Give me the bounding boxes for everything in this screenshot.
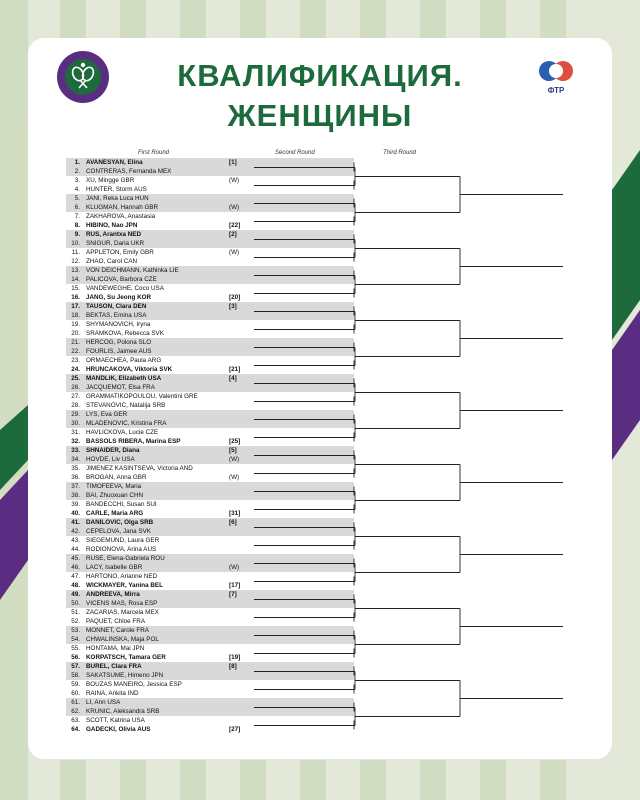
player-name: BOUZAS MANEIRO, Jessica ESP bbox=[86, 681, 182, 688]
player-name: JIMENEZ KASINTSEVA, Victoria AND bbox=[86, 465, 193, 472]
player-name: HUNTER, Storm AUS bbox=[86, 186, 147, 193]
first-round-header: First Round bbox=[138, 150, 170, 156]
player-name: SHNAIDER, Diana bbox=[86, 447, 140, 454]
player-number: 41. bbox=[71, 519, 80, 526]
player-name: TAUSON, Clara DEN bbox=[86, 303, 147, 310]
player-number: 12. bbox=[71, 258, 80, 265]
player-name: HARTONO, Arianne NED bbox=[86, 573, 158, 580]
player-name: MLADENOVIC, Kristina FRA bbox=[86, 420, 167, 427]
player-name: KORPATSCH, Tamara GER bbox=[86, 654, 166, 661]
player-number: 23. bbox=[71, 357, 80, 364]
player-number: 18. bbox=[71, 312, 80, 319]
player-name: ZHAO, Carol CAN bbox=[86, 258, 138, 265]
player-number: 22. bbox=[71, 348, 80, 355]
player-name: HERCOG, Polona SLO bbox=[86, 339, 152, 346]
player-name: BUREL, Clara FRA bbox=[86, 663, 142, 670]
player-name: VANDEWEGHE, Coco USA bbox=[86, 285, 164, 292]
player-seed: [22] bbox=[229, 222, 241, 229]
player-number: 34. bbox=[71, 456, 80, 463]
player-name: CONTRERAS, Fernanda MEX bbox=[86, 168, 172, 175]
player-number: 42. bbox=[71, 528, 80, 535]
player-seed: (W) bbox=[229, 177, 240, 184]
player-seed: [20] bbox=[229, 294, 241, 301]
player-name: BANDECCHI, Susan SUI bbox=[86, 501, 157, 508]
player-name: LI, Ann USA bbox=[86, 699, 121, 706]
player-number: 53. bbox=[71, 627, 80, 634]
player-name: LYS, Eva GER bbox=[86, 411, 128, 418]
player-name: ANDREEVA, Mirra bbox=[86, 591, 140, 598]
player-number: 52. bbox=[71, 618, 80, 625]
third-round-header: Third Round bbox=[383, 150, 417, 156]
player-seed: (W) bbox=[229, 456, 240, 463]
player-seed: [8] bbox=[229, 663, 237, 670]
player-number: 13. bbox=[71, 267, 80, 274]
player-seed: [17] bbox=[229, 582, 241, 589]
player-name: AVANESYAN, Elina bbox=[86, 159, 143, 166]
player-name: ORMAECHEA, Paula ARG bbox=[86, 357, 162, 364]
player-number: 58. bbox=[71, 672, 80, 679]
player-number: 27. bbox=[71, 393, 80, 400]
player-name: BROGAN, Anna GBR bbox=[86, 474, 147, 481]
player-number: 7. bbox=[74, 213, 80, 220]
player-name: FOURLIS, Jaimee AUS bbox=[86, 348, 152, 355]
player-name: TIMOFEEVA, Maria bbox=[86, 483, 142, 490]
player-name: BAI, Zhuoxuan CHN bbox=[86, 492, 144, 499]
player-name: HAVLICKOVA, Lucie CZE bbox=[86, 429, 159, 436]
player-number: 25. bbox=[71, 375, 80, 382]
player-seed: [27] bbox=[229, 726, 241, 733]
player-number: 48. bbox=[71, 582, 80, 589]
player-seed: (W) bbox=[229, 249, 240, 256]
player-number: 4. bbox=[74, 186, 80, 193]
player-name: CARLE, Maria ARG bbox=[86, 510, 144, 517]
player-name: GRAMMATIKOPOULOU, Valentini GRE bbox=[86, 393, 198, 400]
player-seed: [25] bbox=[229, 438, 241, 445]
player-name: MONNET, Carole FRA bbox=[86, 627, 149, 634]
page-title-line2: ЖЕНЩИНЫ bbox=[227, 98, 413, 133]
player-name: DANILOVIC, Olga SRB bbox=[86, 519, 154, 526]
player-number: 6. bbox=[74, 204, 80, 211]
player-number: 46. bbox=[71, 564, 80, 571]
player-number: 63. bbox=[71, 717, 80, 724]
player-seed: (W) bbox=[229, 474, 240, 481]
player-name: VON DEICHMANN, Kathinka LIE bbox=[86, 267, 179, 274]
player-number: 54. bbox=[71, 636, 80, 643]
draw-bracket bbox=[28, 38, 612, 759]
player-name: SIEGEMUND, Laura GER bbox=[86, 537, 160, 544]
player-name: MANDLIK, Elizabeth USA bbox=[86, 375, 162, 382]
page-title-line1: КВАЛИФИКАЦИЯ. bbox=[177, 58, 463, 93]
player-number: 61. bbox=[71, 699, 80, 706]
player-name: HOVDE, Liv USA bbox=[86, 456, 135, 463]
player-name: PAQUET, Chloe FRA bbox=[86, 618, 146, 625]
player-name: JANI, Reka Luca HUN bbox=[86, 195, 149, 202]
player-number: 40. bbox=[71, 510, 80, 517]
player-seed: [1] bbox=[229, 159, 237, 166]
player-number: 43. bbox=[71, 537, 80, 544]
player-name: GADECKI, Olivia AUS bbox=[86, 726, 151, 733]
player-number: 11. bbox=[71, 249, 80, 256]
player-name: RODIONOVA, Arina AUS bbox=[86, 546, 157, 553]
player-number: 31. bbox=[71, 429, 80, 436]
player-name: SHYMANOVICH, Iryna bbox=[86, 321, 151, 328]
player-number: 39. bbox=[71, 501, 80, 508]
player-name: KRUNIC, Aleksandra SRB bbox=[86, 708, 160, 715]
player-name: RUS, Arantxa NED bbox=[86, 231, 142, 238]
ftr-logo-text: ФТР bbox=[547, 86, 565, 95]
player-seed: [7] bbox=[229, 591, 237, 598]
player-name: WICKMAYER, Yanina BEL bbox=[86, 582, 163, 589]
draw-card bbox=[28, 38, 612, 759]
player-seed: [19] bbox=[229, 654, 241, 661]
player-number: 55. bbox=[71, 645, 80, 652]
player-seed: [5] bbox=[229, 447, 237, 454]
player-name: SAKATSUME, Himeno JPN bbox=[86, 672, 164, 679]
player-number: 26. bbox=[71, 384, 80, 391]
player-number: 3. bbox=[74, 177, 80, 184]
player-number: 28. bbox=[71, 402, 80, 409]
player-number: 2. bbox=[74, 168, 80, 175]
player-number: 30. bbox=[71, 420, 80, 427]
player-name: SCOTT, Katrina USA bbox=[86, 717, 145, 724]
player-number: 15. bbox=[71, 285, 80, 292]
player-name: HIBINO, Nao JPN bbox=[86, 222, 138, 229]
player-number: 38. bbox=[71, 492, 80, 499]
player-name: HONTAMA, Mai JPN bbox=[86, 645, 145, 652]
player-number: 21. bbox=[71, 339, 80, 346]
player-number: 33. bbox=[71, 447, 80, 454]
player-number: 45. bbox=[71, 555, 80, 562]
player-number: 9. bbox=[74, 231, 80, 238]
player-seed: [3] bbox=[229, 303, 237, 310]
player-number: 37. bbox=[71, 483, 80, 490]
player-number: 60. bbox=[71, 690, 80, 697]
player-number: 51. bbox=[71, 609, 80, 616]
player-number: 35. bbox=[71, 465, 80, 472]
player-name: STEVANOVIC, Natalija SRB bbox=[86, 402, 166, 409]
player-seed: [4] bbox=[229, 375, 237, 382]
player-seed: (W) bbox=[229, 564, 240, 571]
player-name: JACQUEMOT, Elsa FRA bbox=[86, 384, 155, 391]
player-seed: (W) bbox=[229, 204, 240, 211]
player-name: PALICOVA, Barbora CZE bbox=[86, 276, 157, 283]
player-name: KLUGMAN, Hannah GBR bbox=[86, 204, 159, 211]
player-name: BASSOLS RIBERA, Marina ESP bbox=[86, 438, 181, 445]
player-name: VICENS MAS, Rosa ESP bbox=[86, 600, 158, 607]
player-name: SNIGUR, Daria UKR bbox=[86, 240, 145, 247]
player-name: RUSE, Elena-Gabriela ROU bbox=[86, 555, 165, 562]
player-name: BEKTAS, Emina USA bbox=[86, 312, 147, 319]
player-name: CHWALINSKA, Maja POL bbox=[86, 636, 159, 643]
player-number: 32. bbox=[71, 438, 80, 445]
player-name: RAINA, Ankita IND bbox=[86, 690, 139, 697]
player-name: ZACARIAS, Marcela MEX bbox=[86, 609, 159, 616]
player-number: 10. bbox=[71, 240, 80, 247]
player-number: 49. bbox=[71, 591, 80, 598]
player-number: 64. bbox=[71, 726, 80, 733]
player-number: 16. bbox=[71, 294, 80, 301]
player-name: LACY, Isabelle GBR bbox=[86, 564, 143, 571]
player-name: ZAKHAROVA, Anastasia bbox=[86, 213, 156, 220]
player-number: 57. bbox=[71, 663, 80, 670]
player-seed: [2] bbox=[229, 231, 237, 238]
player-name: CEPELOVA, Jana SVK bbox=[86, 528, 151, 535]
player-number: 24. bbox=[71, 366, 80, 373]
player-number: 8. bbox=[74, 222, 80, 229]
player-number: 56. bbox=[71, 654, 80, 661]
player-number: 1. bbox=[74, 159, 80, 166]
player-seed: [31] bbox=[229, 510, 241, 517]
player-number: 19. bbox=[71, 321, 80, 328]
player-name: SRAMKOVA, Rebecca SVK bbox=[86, 330, 164, 337]
player-number: 44. bbox=[71, 546, 80, 553]
player-number: 50. bbox=[71, 600, 80, 607]
player-number: 29. bbox=[71, 411, 80, 418]
player-seed: [6] bbox=[229, 519, 237, 526]
player-name: JANG, Su Jeong KOR bbox=[86, 294, 152, 301]
player-number: 47. bbox=[71, 573, 80, 580]
player-number: 59. bbox=[71, 681, 80, 688]
player-number: 36. bbox=[71, 474, 80, 481]
player-number: 20. bbox=[71, 330, 80, 337]
player-number: 62. bbox=[71, 708, 80, 715]
player-name: HRUNCAKOVA, Viktoria SVK bbox=[86, 366, 173, 373]
player-number: 14. bbox=[71, 276, 80, 283]
second-round-header: Second Round bbox=[275, 150, 315, 156]
player-number: 5. bbox=[74, 195, 80, 202]
player-name: APPLETON, Emily GBR bbox=[86, 249, 154, 256]
player-name: XU, Mingge GBR bbox=[86, 177, 135, 184]
player-number: 17. bbox=[71, 303, 80, 310]
player-seed: [21] bbox=[229, 366, 241, 373]
